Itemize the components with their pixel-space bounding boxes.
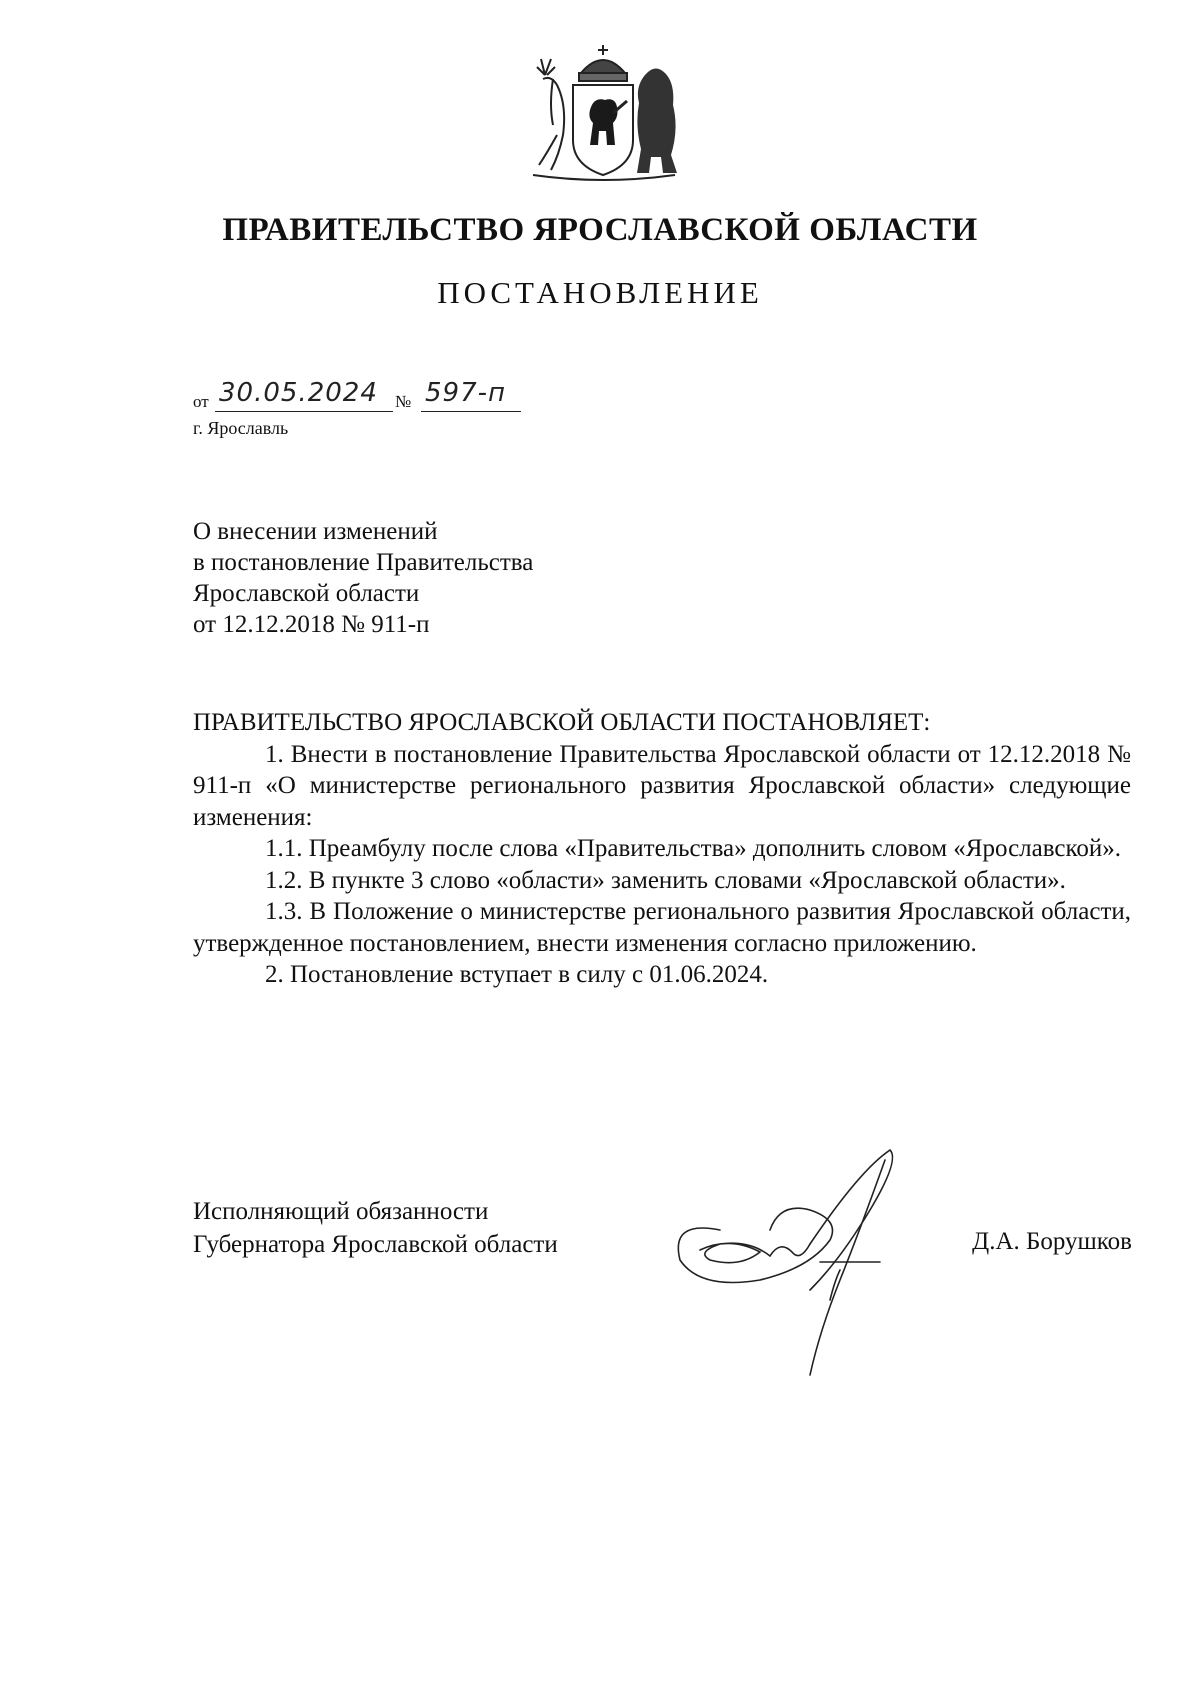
- coat-of-arms-emblem: [523, 45, 683, 185]
- document-number: 597-п: [425, 378, 507, 408]
- document-body: [193, 707, 1131, 991]
- subject-line: в постановление Правительства: [193, 549, 534, 576]
- signatory-position: [193, 1195, 558, 1261]
- document-date: 30.05.2024: [219, 378, 378, 408]
- body-paragraph: 1.3. В Положение о министерстве регионального развития Ярославской области, утвержденное постановлением, внести изменения согласно приложению.: [193, 898, 1131, 957]
- date-prefix: от: [193, 392, 209, 411]
- position-line: Губернатора Ярославской области: [193, 1231, 558, 1258]
- subject-line: О внесении изменений: [193, 518, 438, 545]
- bear-supporter-icon: [637, 68, 677, 173]
- city: г. Ярославль: [193, 418, 289, 438]
- date-underline: [215, 411, 393, 412]
- subject-line: от 12.12.2018 № 911-п: [193, 611, 430, 638]
- organization-title: ПРАВИТЕЛЬСТВО ЯРОСЛАВСКОЙ ОБЛАСТИ: [222, 212, 978, 248]
- body-paragraph: 1. Внести в постановление Правительства Ярославской области от 12.12.2018 № 911-п «О министерстве регионального развития Ярославской области» следующие изменения:: [193, 740, 1131, 831]
- document-type: ПОСТАНОВЛЕНИЕ: [437, 275, 763, 310]
- number-underline: [421, 411, 521, 412]
- date-number-line: [193, 378, 553, 418]
- deer-supporter-icon: [537, 59, 564, 170]
- body-paragraph: 2. Постановление вступает в силу с 01.06.2024.: [265, 961, 769, 988]
- signatory-name: Д.А. Борушков: [972, 1228, 1132, 1255]
- position-line: Исполняющий обязанности: [193, 1198, 489, 1225]
- subject-line: Ярославской области: [193, 580, 420, 607]
- resolution-lead: ПРАВИТЕЛЬСТВО ЯРОСЛАВСКОЙ ОБЛАСТИ ПОСТАНОВЛЯЕТ:: [193, 709, 931, 736]
- document-subject: [193, 516, 713, 640]
- body-paragraph: 1.2. В пункте 3 слово «области» заменить словами «Ярославской области».: [265, 866, 1066, 894]
- body-paragraph: 1.1. Преамбулу после слова «Правительства» дополнить словом «Ярославской».: [265, 835, 1122, 862]
- crown-icon: [579, 45, 627, 81]
- number-prefix: №: [395, 392, 412, 411]
- handwritten-signature: [660, 1140, 940, 1380]
